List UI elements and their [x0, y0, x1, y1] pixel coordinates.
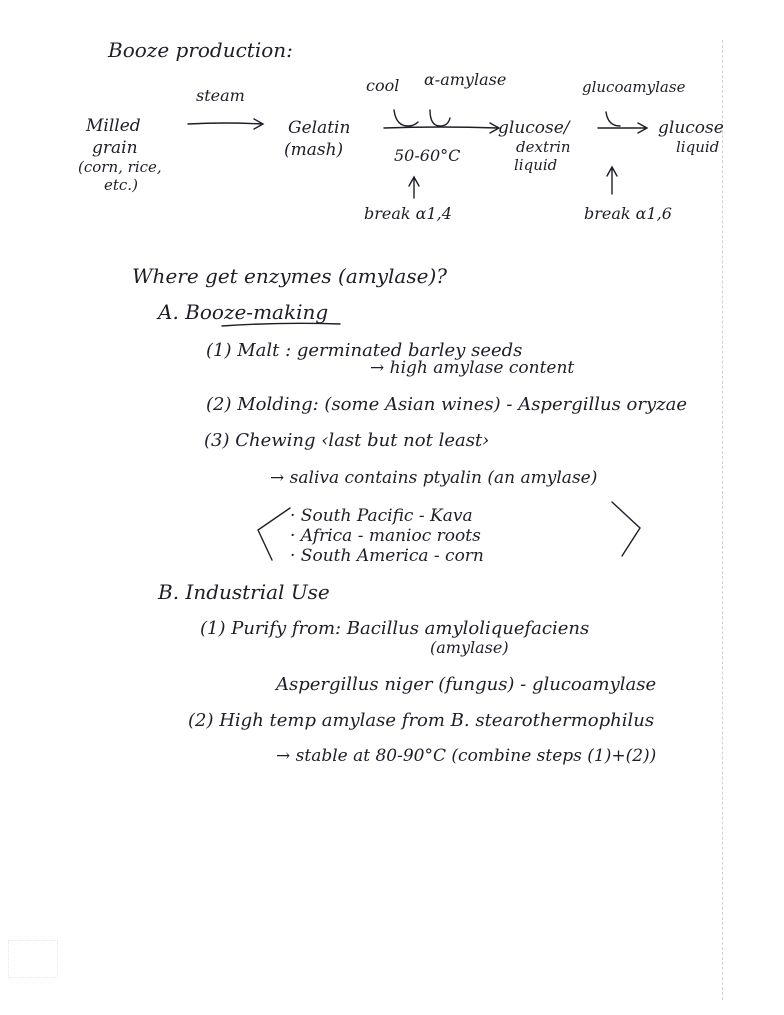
region-south-america: · South America - corn [290, 546, 484, 566]
section-a-item-1-sub: → high amylase content [370, 358, 575, 378]
gelatin-line-1: Gelatin [288, 118, 351, 138]
hook-cool [394, 110, 418, 126]
bracket-right [612, 502, 640, 556]
section-a-item-2: (2) Molding: (some Asian wines) - Aspergillus oryzae [206, 394, 688, 415]
label-cool: cool [366, 76, 400, 95]
section-b-item-1: (1) Purify from: Bacillus amyloliquefaciens [200, 618, 590, 639]
section-a-item-3-sub: → saliva contains ptyalin (an amylase) [270, 468, 598, 488]
gelatin-line-2: (mash) [284, 140, 344, 160]
section-b-heading: B. Industrial Use [158, 580, 330, 604]
section-b-item-2: (2) High temp amylase from B. stearothermophilus [188, 710, 655, 731]
bracket-left [258, 508, 290, 560]
question-heading: Where get enzymes (amylase)? [132, 264, 447, 288]
input-line-2: grain [92, 138, 138, 158]
arrow-steam [188, 119, 263, 129]
label-steam: steam [196, 86, 245, 105]
page-title: Booze production: [108, 38, 293, 62]
arrow-up-break1 [409, 177, 419, 198]
section-b-item-1-line-2: Aspergillus niger (fungus) - glucoamylase [276, 674, 657, 695]
arrow-glucoamylase [598, 123, 647, 133]
glucose-liquid-line-2: liquid [676, 138, 720, 156]
input-line-4: etc.) [104, 176, 138, 194]
glucose-liquid-line-1: glucose [658, 118, 724, 138]
arrow-up-break2 [607, 167, 617, 194]
label-temperature: 50-60°C [394, 146, 461, 165]
glucose-dextrin-line-3: liquid [514, 156, 558, 174]
label-glucoamylase: glucoamylase [582, 78, 686, 96]
label-break-1: break α1,4 [364, 204, 452, 223]
section-b-item-2-sub: → stable at 80-90°C (combine steps (1)+(2)) [276, 746, 657, 766]
hook-amylase [430, 110, 450, 126]
label-break-2: break α1,6 [584, 204, 672, 223]
hook-glucoamylase [606, 112, 620, 126]
region-south-pacific: · South Pacific - Kava [290, 506, 473, 526]
faint-stamp-mark [8, 940, 58, 978]
section-b-item-1-sub: (amylase) [430, 638, 509, 657]
label-alpha-amylase: α-amylase [424, 70, 507, 89]
glucose-dextrin-line-2: dextrin [516, 138, 571, 156]
section-a-item-1: (1) Malt : germinated barley seeds [206, 340, 523, 361]
region-africa: · Africa - manioc roots [290, 526, 481, 546]
glucose-dextrin-line-1: glucose/ [498, 118, 570, 138]
section-a-heading: A. Booze-making [158, 300, 329, 324]
input-line-1: Milled [86, 116, 141, 136]
section-a-item-3: (3) Chewing ‹last but not least› [204, 430, 490, 451]
input-line-3: (corn, rice, [78, 158, 162, 176]
